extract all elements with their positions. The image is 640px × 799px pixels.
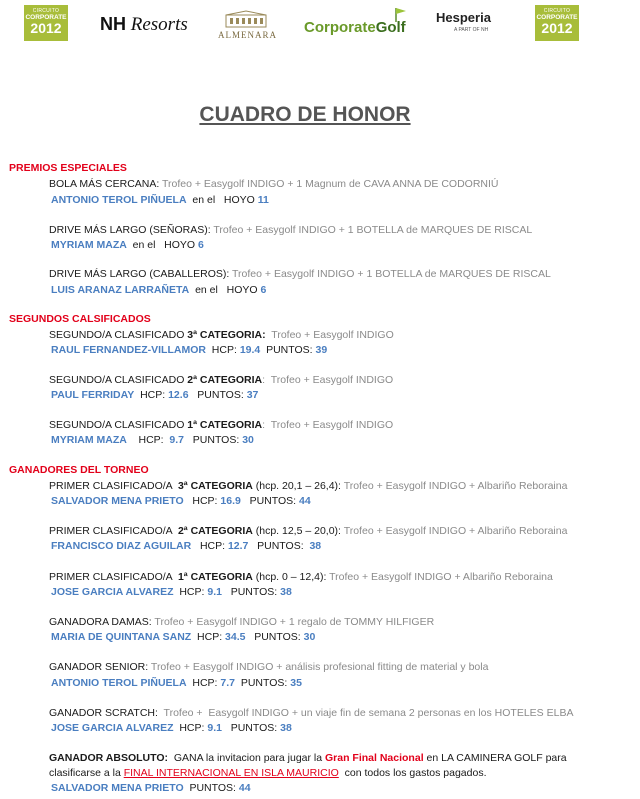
almenara-building-icon [224,10,268,28]
prize-line-primero-3: PRIMER CLASIFICADO/A 3ª CATEGORIA (hcp. 20,1 – 26,4): Trofeo + Easygolf INDIGO + Albariño Reboraina [49,480,568,492]
prize-line-segundo-2: SEGUNDO/A CLASIFICADO 2ª CATEGORIA: Trofeo + Easygolf INDIGO [49,374,394,386]
prize-line-scratch: GANADOR SCRATCH: Trofeo + Easygolf INDIGO + un viaje fin de semana 2 personas en los HOTELES ELBA [49,707,574,719]
prize-line-drive-senoras: DRIVE MÁS LARGO (SEÑORAS): Trofeo + Easygolf INDIGO + 1 BOTELLA de MARQUES DE RISCAL [49,224,533,236]
winner-line-primero-3: SALVADOR MENA PRIETO HCP: 16.9 PUNTOS: 44 [51,495,311,507]
winner-line-drive-senoras: MYRIAM MAZA en el HOYO 6 [51,239,204,251]
prize-line-bola: BOLA MÁS CERCANA: Trofeo + Easygolf INDIGO + 1 Magnum de CAVA ANNA DE CODORNIÚ [49,178,499,190]
golf-flag-icon [394,7,408,23]
page-title: CUADRO DE HONOR [199,103,411,126]
corporate-golf-logo: CorporateGolf [304,19,406,36]
prize-line-primero-1: PRIMER CLASIFICADO/A 1ª CATEGORIA (hcp. 0 – 12,4): Trofeo + Easygolf INDIGO + Albariño Reboraina [49,571,553,583]
logo-bar [0,0,640,48]
almenara-logo: ALMENARA [218,10,274,40]
winner-line-segundo-1: MYRIAM MAZA HCP: 9.7 PUNTOS: 30 [51,434,254,446]
prize-line-drive-caballeros: DRIVE MÁS LARGO (CABALLEROS): Trofeo + Easygolf INDIGO + 1 BOTELLA de MARQUES DE RISCAL [49,268,551,280]
winner-line-segundo-3: RAUL FERNANDEZ-VILLAMOR HCP: 19.4 PUNTOS: 39 [51,344,328,356]
winner-line-damas: MARIA DE QUINTANA SANZ HCP: 34.5 PUNTOS: 30 [51,631,316,643]
hesperia-logo: Hesperia A PART OF NH [436,10,491,33]
prize-line-senior: GANADOR SENIOR: Trofeo + Easygolf INDIGO + análisis profesional fitting de material y bola [49,661,489,673]
winner-line-absoluto: SALVADOR MENA PRIETO PUNTOS: 44 [51,782,251,794]
winner-line-senior: ANTONIO TEROL PIÑUELA HCP: 7.7 PUNTOS: 35 [51,677,302,689]
winner-line-segundo-2: PAUL FERRIDAY HCP: 12.6 PUNTOS: 37 [51,389,259,401]
corporate-2012-badge-right: CIRCUITO CORPORATE 2012 [535,5,579,41]
corporate-2012-badge-left: CIRCUITO CORPORATE 2012 [24,5,68,41]
prize-line-segundo-1: SEGUNDO/A CLASIFICADO 1ª CATEGORIA: Trofeo + Easygolf INDIGO [49,419,394,431]
section-heading-ganadores: GANADORES DEL TORNEO [9,464,149,476]
winner-line-primero-1: JOSE GARCIA ALVAREZ HCP: 9.1 PUNTOS: 38 [51,586,292,598]
winner-line-scratch: JOSE GARCIA ALVAREZ HCP: 9.1 PUNTOS: 38 [51,722,292,734]
section-heading-premios: PREMIOS ESPECIALES [9,162,127,174]
nh-resorts-logo: NH Resorts [100,14,188,35]
winner-line-bola: ANTONIO TEROL PIÑUELA en el HOYO 11 [51,194,269,206]
prize-line-primero-2: PRIMER CLASIFICADO/A 2ª CATEGORIA (hcp. 12,5 – 20,0): Trofeo + Easygolf INDIGO + Albariño Reboraina [49,525,568,537]
absolute-winner-line-2: clasificarse a la FINAL INTERNACIONAL EN ISLA MAURICIO con todos los gastos pagados. [49,767,487,779]
absolute-winner-line-1: GANADOR ABSOLUTO: GANA la invitacion para jugar la Gran Final Nacional en LA CAMINERA GOLF para [49,752,567,764]
section-heading-segundos: SEGUNDOS CALSIFICADOS [9,313,151,325]
winner-line-primero-2: FRANCISCO DIAZ AGUILAR HCP: 12.7 PUNTOS: 38 [51,540,322,552]
prize-line-segundo-3: SEGUNDO/A CLASIFICADO 3ª CATEGORIA: Trofeo + Easygolf INDIGO [49,329,394,341]
prize-line-damas: GANADORA DAMAS: Trofeo + Easygolf INDIGO + 1 regalo de TOMMY HILFIGER [49,616,435,628]
winner-line-drive-caballeros: LUIS ARANAZ LARRAÑETA en el HOYO 6 [51,284,267,296]
